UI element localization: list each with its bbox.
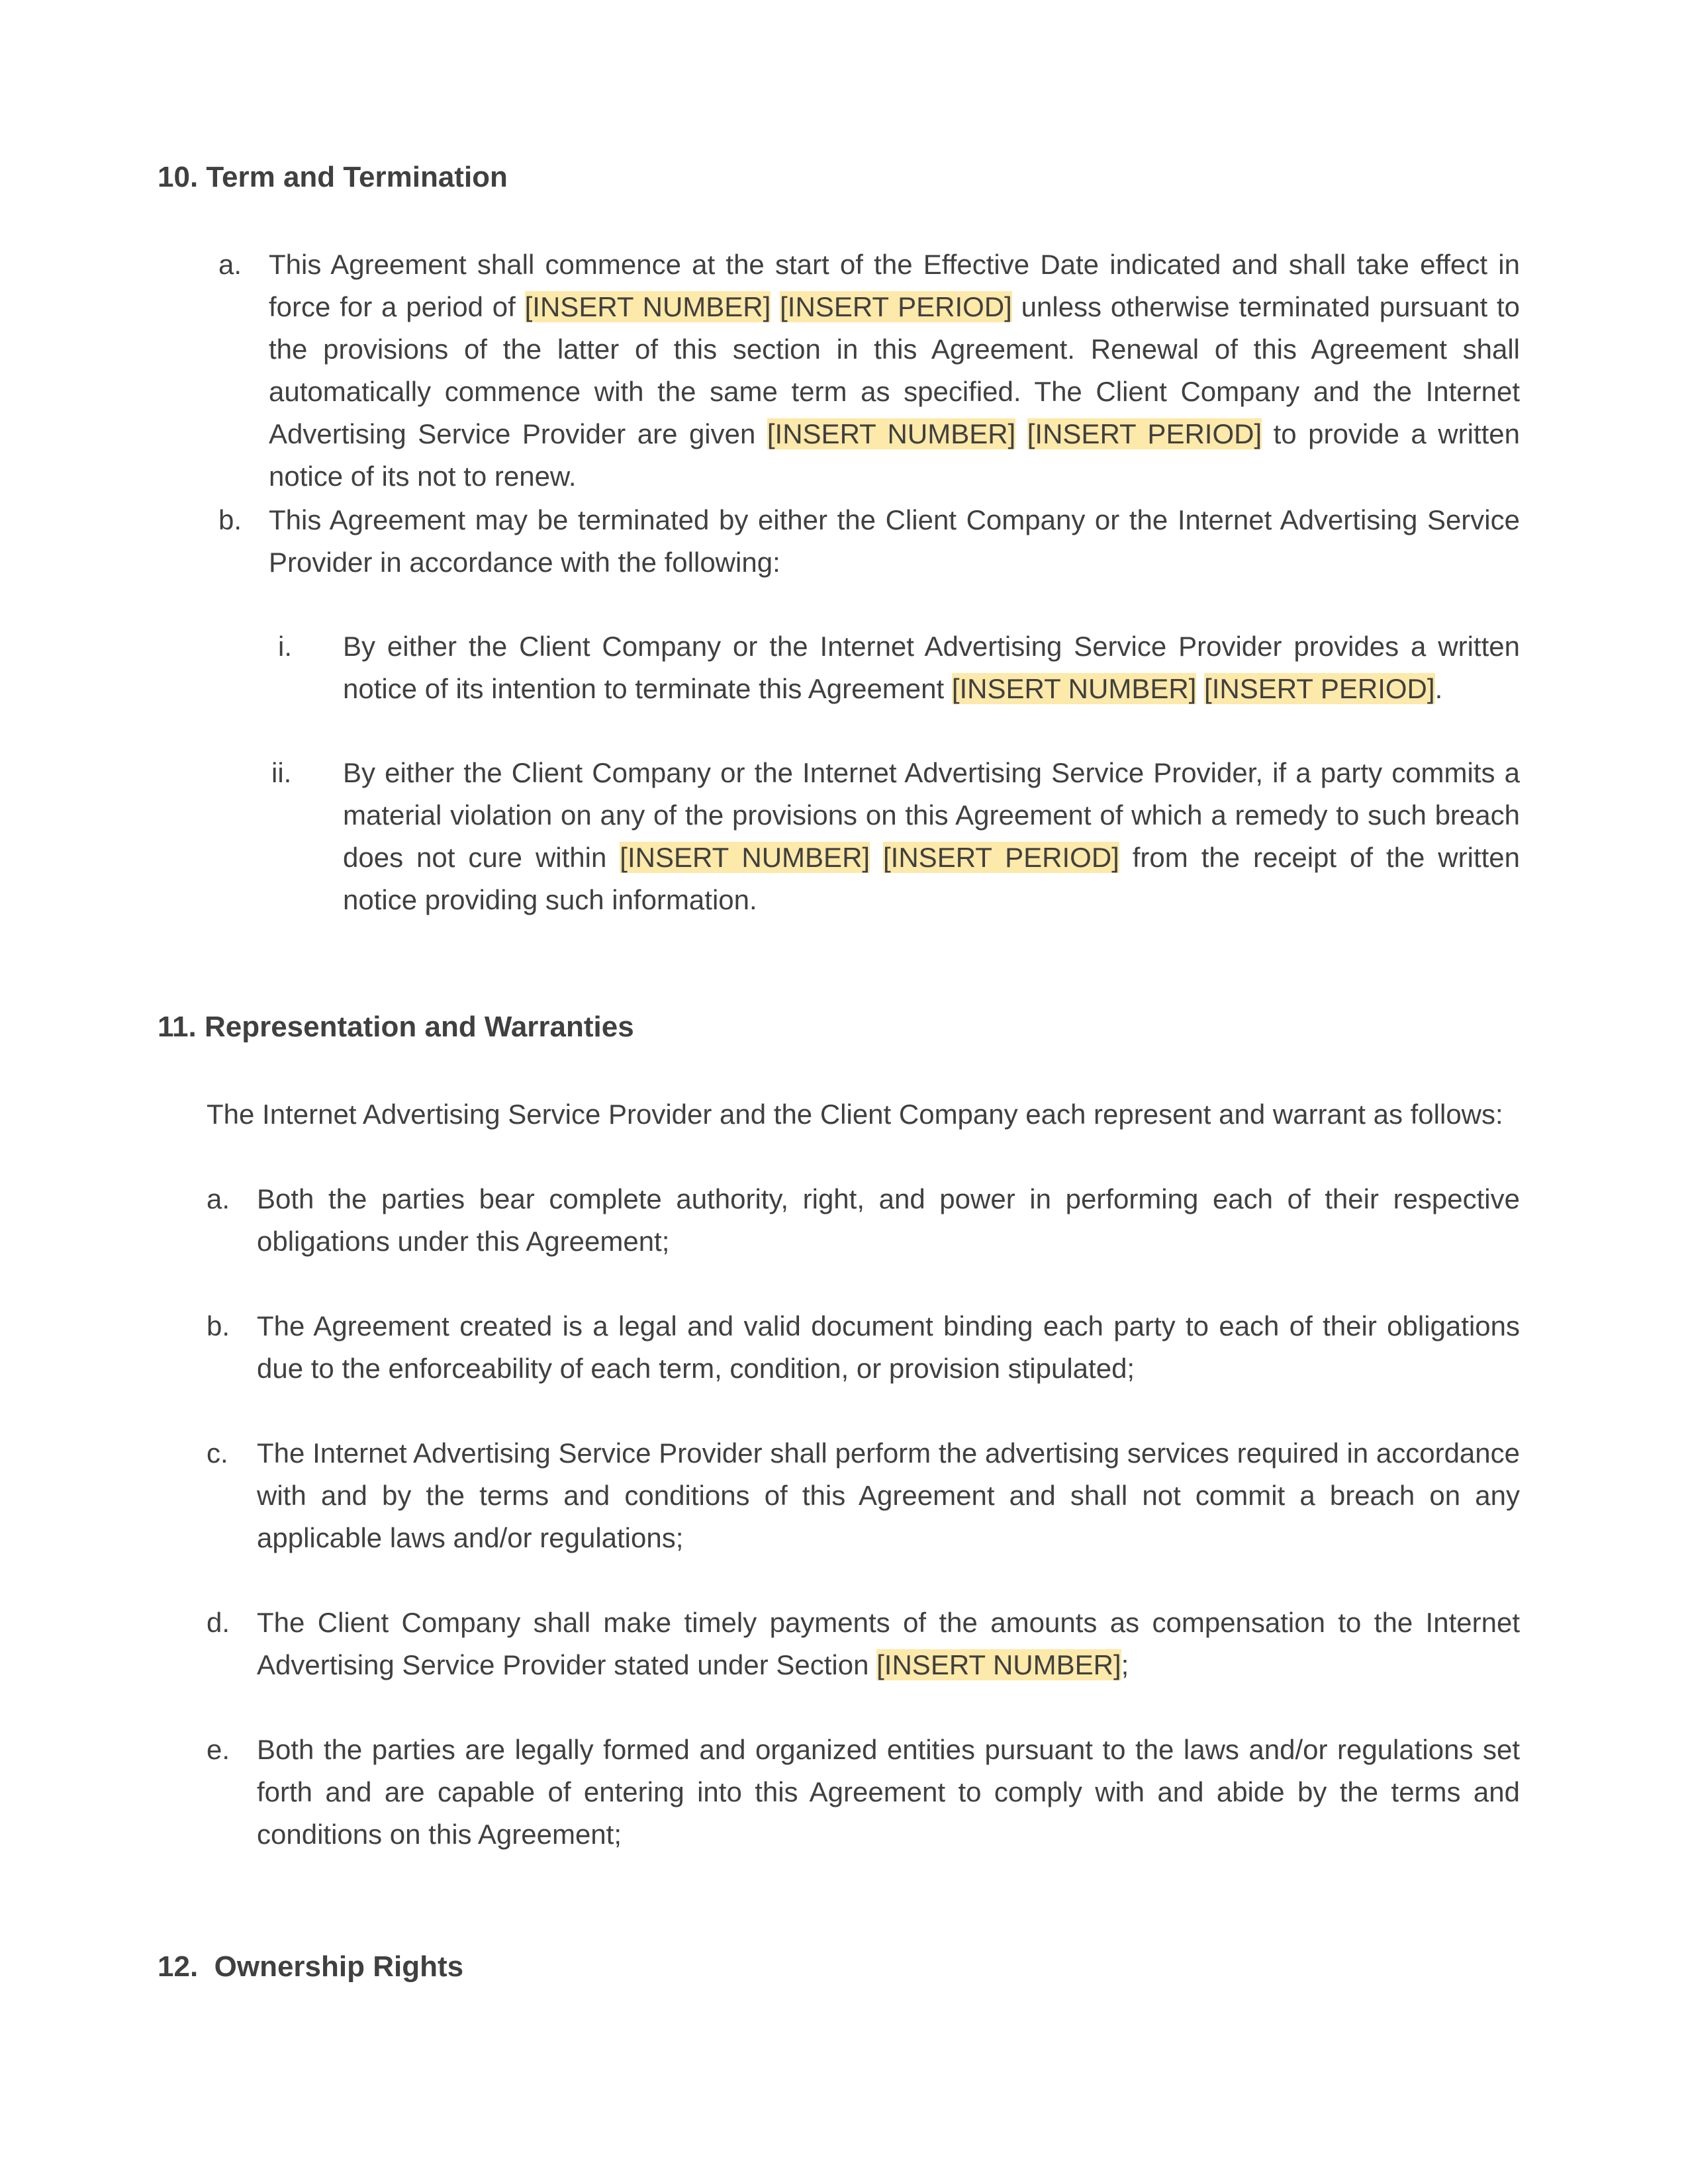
section-10-clause-a: This Agreement shall commence at the start of the Effective Date indicated and shall take effect in force for a period of [INSERT NUMBER] [INSERT PERIOD] unless otherwise terminated pursuant to the provisions of the latter of this section in this Agreement. Renewal of this Agreement shall automatically commence with the same term as specified. The Client Company and the Internet Advertising Service Provider are given [INSERT NUMBER] [INSERT PERIOD] to provide a written notice of its not to renew. [269, 249, 1521, 492]
list-marker-11a: a. [207, 1183, 230, 1214]
placeholder-period: [INSERT PERIOD] [883, 842, 1119, 873]
section-11-clause-a: Both the parties bear complete authority, right, and power in performing each of their respective obligations under this Agreement; [257, 1183, 1520, 1257]
list-marker-10b-i: i. [278, 631, 292, 662]
list-marker-11e: e. [207, 1734, 230, 1765]
section-11-clause-e: Both the parties are legally formed and organized entities pursuant to the laws and/or regulations set forth and are capable of entering into this Agreement to comply with and abide by the terms and conditions on this Agreement; [257, 1734, 1520, 1850]
section-11-clause-b: The Agreement created is a legal and valid document binding each party to each of their obligations due to the enforceability of each term, condition, or provision stipulated; [257, 1310, 1520, 1384]
list-marker-11b: b. [207, 1310, 230, 1342]
placeholder-number: [INSERT NUMBER] [620, 842, 870, 873]
section-11-intro: The Internet Advertising Service Provider and the Client Company each represent and warrant as follows: [207, 1099, 1503, 1130]
section-11-clause-d: The Client Company shall make timely payments of the amounts as compensation to the Internet Advertising Service Provider stated under Section [INSERT NUMBER]; [257, 1607, 1520, 1680]
placeholder-number: [INSERT NUMBER] [951, 673, 1197, 704]
section-11-clause-c: The Internet Advertising Service Provider shall perform the advertising services required in accordance with and by the terms and conditions of this Agreement and shall not commit a breach on any applicable laws and/or regulations; [257, 1437, 1520, 1553]
list-marker-11c: c. [207, 1437, 228, 1469]
placeholder-number: [INSERT NUMBER] [876, 1649, 1121, 1680]
section-10-subclause-ii: By either the Client Company or the Internet Advertising Service Provider, if a party commits a material violation on any of the provisions on this Agreement of which a remedy to such breach does not cure within [INSERT NUMBER] [INSERT PERIOD] from the receipt of the written notice providing such information. [343, 757, 1521, 915]
placeholder-period: [INSERT PERIOD] [1204, 673, 1435, 704]
placeholder-period: [INSERT PERIOD] [1027, 418, 1262, 449]
section-10-subclause-i: By either the Client Company or the Internet Advertising Service Provider provides a written notice of its intention to terminate this Agreement [INSERT NUMBER] [INSERT PERIOD]. [343, 631, 1520, 704]
list-marker-10b-ii: ii. [271, 757, 292, 788]
section-12-heading: 12. Ownership Rights [158, 1950, 464, 1983]
placeholder-number: [INSERT NUMBER] [767, 418, 1016, 449]
section-10-heading: 10. Term and Termination [158, 161, 508, 193]
list-marker-11d: d. [207, 1607, 230, 1638]
section-10-clause-b: This Agreement may be terminated by either the Client Company or the Internet Advertising Service Provider in accordance with the following: [269, 504, 1520, 578]
list-marker-10b: b. [218, 504, 242, 535]
list-marker-10a: a. [218, 249, 242, 280]
placeholder-period: [INSERT PERIOD] [780, 291, 1012, 322]
section-11-heading: 11. Representation and Warranties [158, 1011, 634, 1043]
placeholder-number: [INSERT NUMBER] [524, 291, 771, 322]
